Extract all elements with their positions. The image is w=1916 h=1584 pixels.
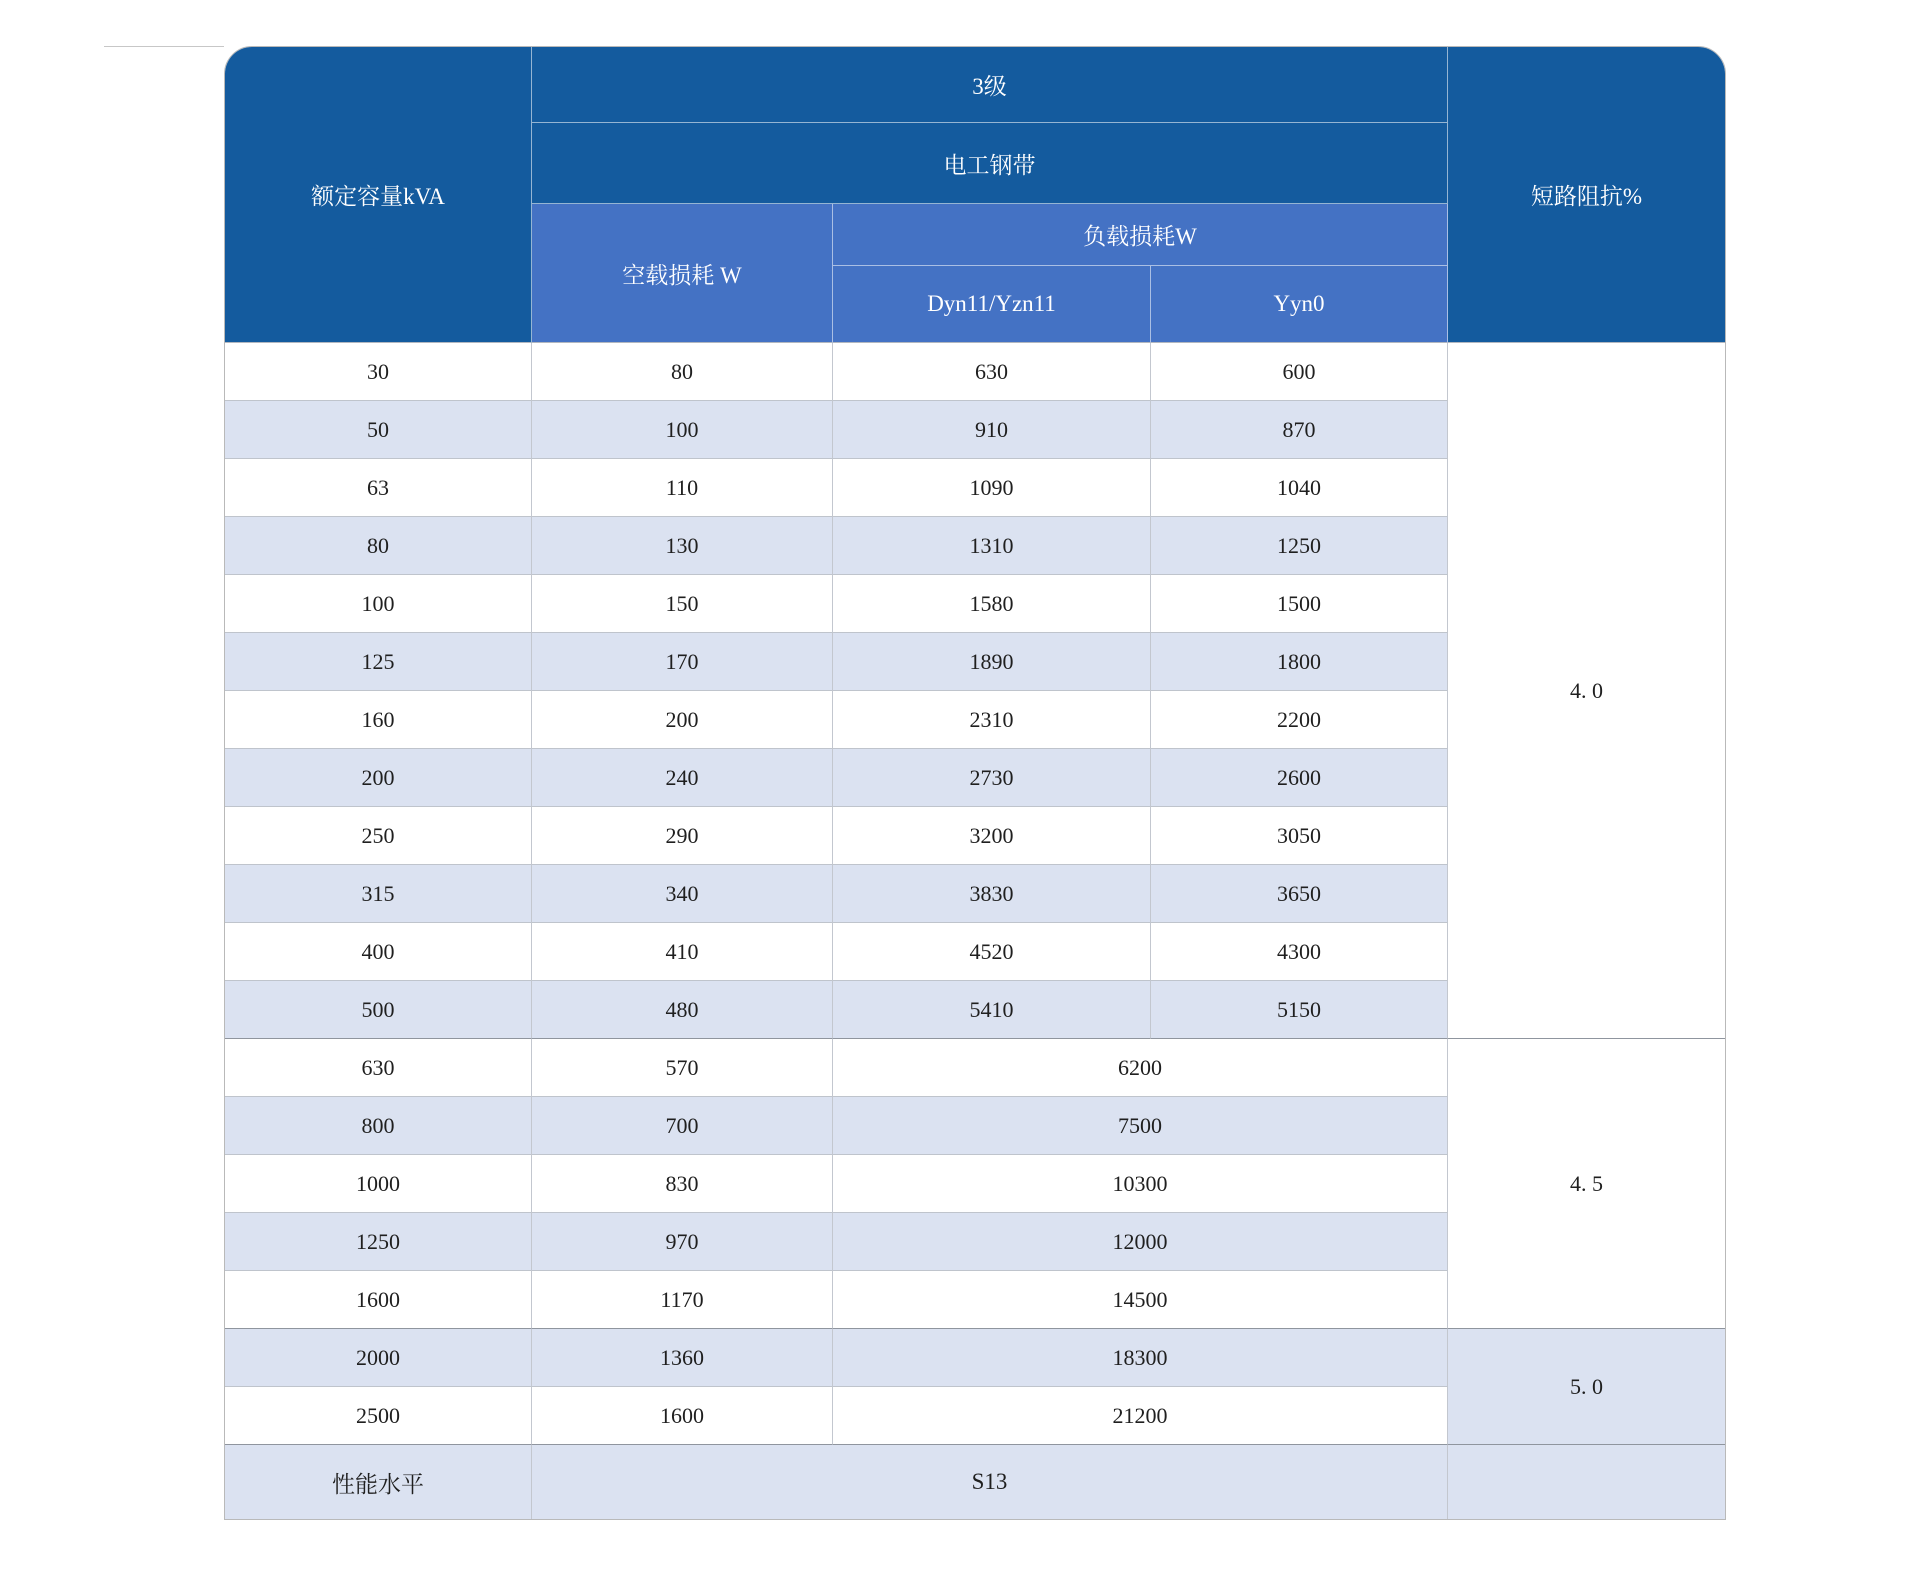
footer-value-cell: S13 — [532, 1445, 1448, 1519]
no-load-loss-cell: 830 — [532, 1155, 833, 1213]
load-loss-cell: 21200 — [833, 1387, 1448, 1445]
yyn-loss-cell: 1040 — [1151, 459, 1448, 517]
table-row — [225, 1329, 1725, 1387]
dyn-loss-cell: 2310 — [833, 691, 1151, 749]
no-load-loss-cell: 170 — [532, 633, 833, 691]
kva-cell: 125 — [225, 633, 532, 691]
dyn-loss-cell: 1310 — [833, 517, 1151, 575]
yyn-loss-cell: 600 — [1151, 343, 1448, 401]
yyn-loss-cell: 3050 — [1151, 807, 1448, 865]
kva-cell: 30 — [225, 343, 532, 401]
kva-cell: 63 — [225, 459, 532, 517]
table-row — [225, 343, 1725, 401]
no-load-loss-cell: 1360 — [532, 1329, 833, 1387]
load-loss-cell: 14500 — [833, 1271, 1448, 1329]
no-load-loss-cell: 240 — [532, 749, 833, 807]
kva-cell: 250 — [225, 807, 532, 865]
yyn-loss-cell: 1800 — [1151, 633, 1448, 691]
dyn-loss-cell: 1890 — [833, 633, 1151, 691]
yyn-loss-cell: 3650 — [1151, 865, 1448, 923]
yyn-loss-cell: 5150 — [1151, 981, 1448, 1039]
footer-impedance-cell-empty — [1448, 1445, 1725, 1519]
no-load-loss-cell: 1170 — [532, 1271, 833, 1329]
dyn-loss-cell: 1580 — [833, 575, 1151, 633]
load-loss-cell: 18300 — [833, 1329, 1448, 1387]
yyn-loss-cell: 2200 — [1151, 691, 1448, 749]
yyn-loss-cell: 870 — [1151, 401, 1448, 459]
kva-cell: 1600 — [225, 1271, 532, 1329]
no-load-loss-cell: 410 — [532, 923, 833, 981]
no-load-loss-cell: 80 — [532, 343, 833, 401]
kva-cell: 50 — [225, 401, 532, 459]
footer-row — [225, 1445, 1725, 1519]
load-loss-cell: 7500 — [833, 1097, 1448, 1155]
dyn-loss-cell: 3200 — [833, 807, 1151, 865]
header-conn-yyn: Yyn0 — [1151, 266, 1448, 343]
kva-cell: 800 — [225, 1097, 532, 1155]
header-row-level — [225, 47, 1725, 123]
dyn-loss-cell: 1090 — [833, 459, 1151, 517]
impedance-cell: 4. 0 — [1448, 343, 1725, 1039]
dyn-loss-cell: 630 — [833, 343, 1151, 401]
header-level: 3级 — [532, 47, 1448, 123]
kva-cell: 315 — [225, 865, 532, 923]
footer-label-cell: 性能水平 — [225, 1445, 532, 1519]
kva-cell: 1000 — [225, 1155, 532, 1213]
yyn-loss-cell: 4300 — [1151, 923, 1448, 981]
yyn-loss-cell: 2600 — [1151, 749, 1448, 807]
kva-cell: 100 — [225, 575, 532, 633]
header-load-loss: 负载损耗W — [833, 204, 1448, 266]
dyn-loss-cell: 2730 — [833, 749, 1151, 807]
load-loss-cell: 12000 — [833, 1213, 1448, 1271]
impedance-cell: 5. 0 — [1448, 1329, 1725, 1445]
no-load-loss-cell: 200 — [532, 691, 833, 749]
table-row — [225, 1039, 1725, 1097]
no-load-loss-cell: 130 — [532, 517, 833, 575]
top-hairline-rule — [104, 46, 224, 47]
dyn-loss-cell: 910 — [833, 401, 1151, 459]
header-material: 电工钢带 — [532, 123, 1448, 204]
load-loss-cell: 10300 — [833, 1155, 1448, 1213]
no-load-loss-cell: 1600 — [532, 1387, 833, 1445]
kva-cell: 160 — [225, 691, 532, 749]
impedance-cell: 4. 5 — [1448, 1039, 1725, 1329]
load-loss-cell: 6200 — [833, 1039, 1448, 1097]
no-load-loss-cell: 700 — [532, 1097, 833, 1155]
no-load-loss-cell: 100 — [532, 401, 833, 459]
no-load-loss-cell: 110 — [532, 459, 833, 517]
no-load-loss-cell: 150 — [532, 575, 833, 633]
kva-cell: 500 — [225, 981, 532, 1039]
kva-cell: 630 — [225, 1039, 532, 1097]
yyn-loss-cell: 1250 — [1151, 517, 1448, 575]
no-load-loss-cell: 290 — [532, 807, 833, 865]
transformer-loss-spec-table — [225, 47, 1725, 1519]
kva-cell: 80 — [225, 517, 532, 575]
kva-cell: 2000 — [225, 1329, 532, 1387]
spec-table-container — [224, 46, 1726, 1520]
kva-cell: 400 — [225, 923, 532, 981]
header-no-load-loss: 空载损耗 W — [532, 204, 833, 343]
kva-cell: 200 — [225, 749, 532, 807]
dyn-loss-cell: 3830 — [833, 865, 1151, 923]
no-load-loss-cell: 970 — [532, 1213, 833, 1271]
no-load-loss-cell: 570 — [532, 1039, 833, 1097]
dyn-loss-cell: 5410 — [833, 981, 1151, 1039]
dyn-loss-cell: 4520 — [833, 923, 1151, 981]
header-capacity: 额定容量kVA — [225, 47, 532, 343]
no-load-loss-cell: 340 — [532, 865, 833, 923]
kva-cell: 1250 — [225, 1213, 532, 1271]
yyn-loss-cell: 1500 — [1151, 575, 1448, 633]
kva-cell: 2500 — [225, 1387, 532, 1445]
header-conn-dyn: Dyn11/Yzn11 — [833, 266, 1151, 343]
header-impedance: 短路阻抗% — [1448, 47, 1725, 343]
no-load-loss-cell: 480 — [532, 981, 833, 1039]
